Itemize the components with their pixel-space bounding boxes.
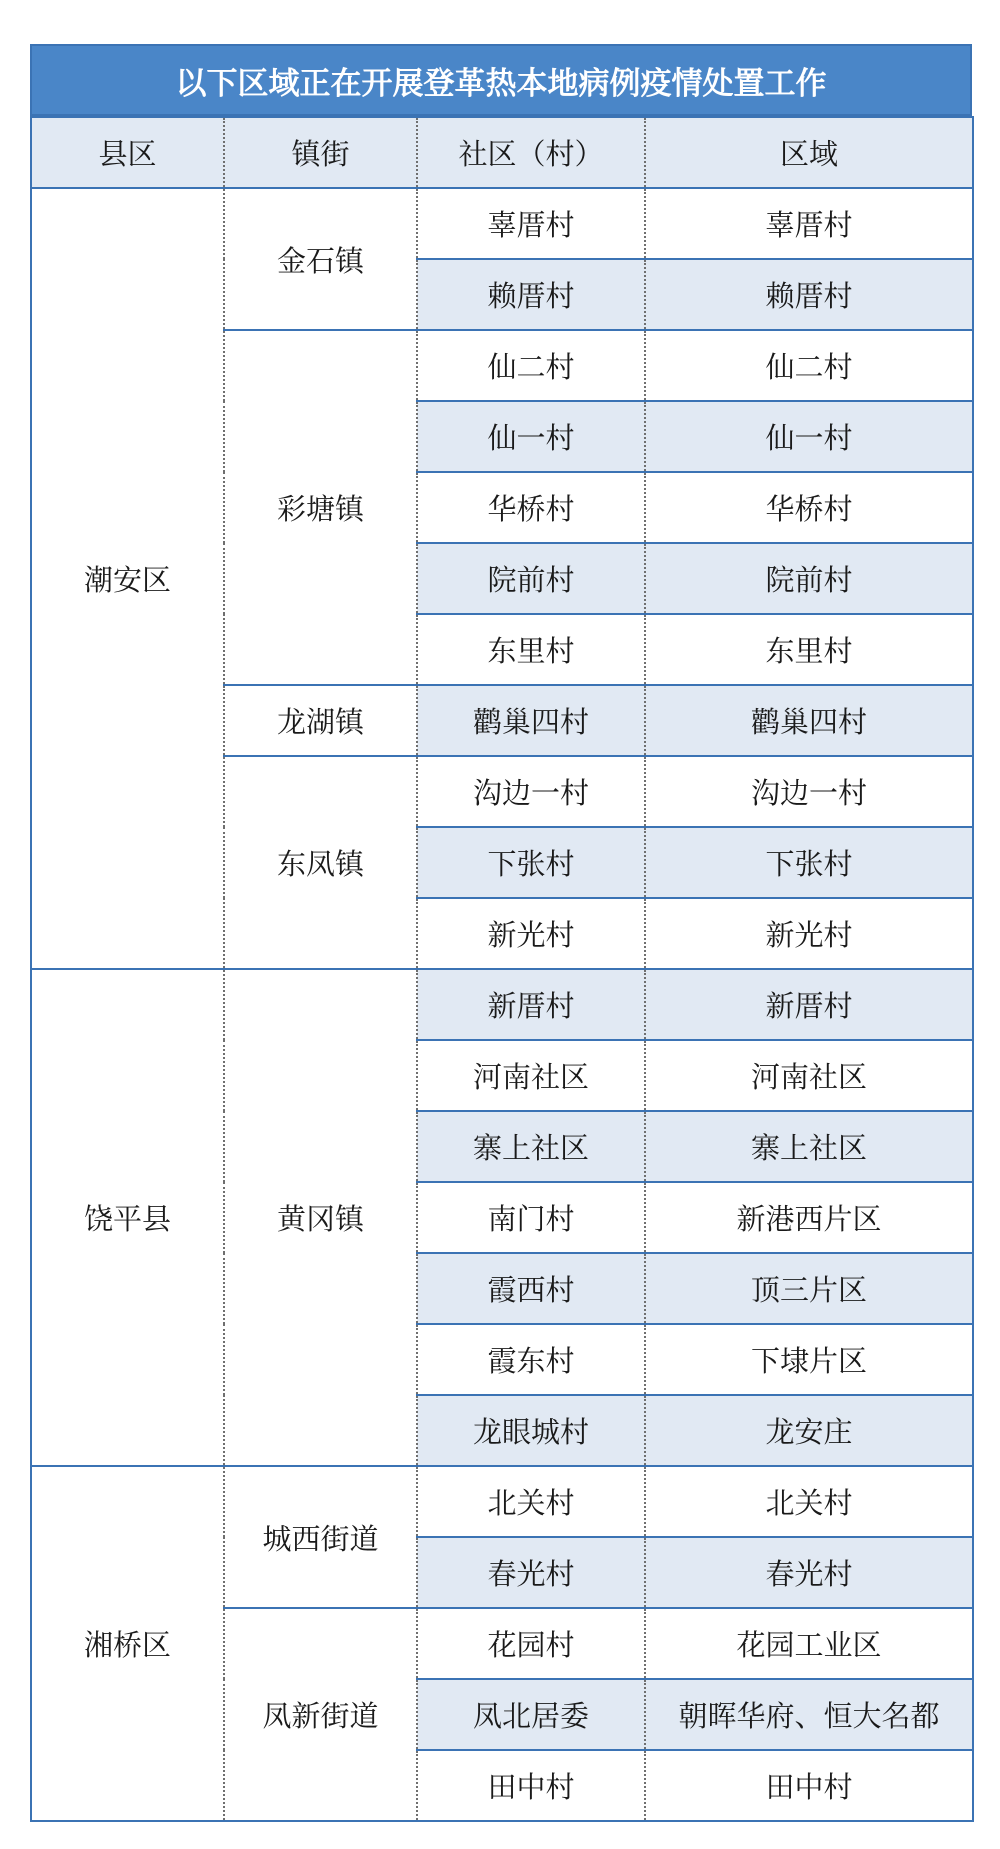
community-cell: 新光村 [417,898,645,969]
area-cell: 新港西片区 [645,1182,973,1253]
community-cell: 沟边一村 [417,756,645,827]
area-cell: 龙安庄 [645,1395,973,1466]
table-row [31,1466,973,1537]
area-cell: 河南社区 [645,1040,973,1111]
community-cell: 霞西村 [417,1253,645,1324]
community-cell: 下张村 [417,827,645,898]
area-cell: 寨上社区 [645,1111,973,1182]
community-cell: 仙一村 [417,401,645,472]
town-cell: 东凤镇 [224,756,417,969]
area-cell: 新厝村 [645,969,973,1040]
table-row [31,969,973,1040]
town-cell: 凤新街道 [224,1608,417,1821]
community-cell: 辜厝村 [417,188,645,259]
area-cell: 华桥村 [645,472,973,543]
area-cell: 北关村 [645,1466,973,1537]
county-cell: 湘桥区 [31,1466,224,1821]
header-area: 区域 [645,117,973,188]
area-cell: 辜厝村 [645,188,973,259]
community-cell: 新厝村 [417,969,645,1040]
area-cell: 下张村 [645,827,973,898]
area-cell: 沟边一村 [645,756,973,827]
community-cell: 东里村 [417,614,645,685]
town-cell: 龙湖镇 [224,685,417,756]
community-cell: 北关村 [417,1466,645,1537]
area-cell: 鹳巢四村 [645,685,973,756]
town-cell: 黄冈镇 [224,969,417,1466]
header-county: 县区 [31,117,224,188]
table-body [31,188,973,1821]
area-cell: 花园工业区 [645,1608,973,1679]
header-town: 镇街 [224,117,417,188]
county-cell: 潮安区 [31,188,224,969]
community-cell: 南门村 [417,1182,645,1253]
community-cell: 龙眼城村 [417,1395,645,1466]
community-cell: 花园村 [417,1608,645,1679]
area-cell: 院前村 [645,543,973,614]
county-cell: 饶平县 [31,969,224,1466]
town-cell: 金石镇 [224,188,417,330]
table-row [31,188,973,259]
area-cell: 仙一村 [645,401,973,472]
epidemic-area-table [30,116,974,1822]
area-cell: 顶三片区 [645,1253,973,1324]
area-cell: 田中村 [645,1750,973,1821]
community-cell: 凤北居委 [417,1679,645,1750]
area-cell: 春光村 [645,1537,973,1608]
header-row [31,117,973,188]
header-community: 社区（村） [417,117,645,188]
community-cell: 赖厝村 [417,259,645,330]
community-cell: 寨上社区 [417,1111,645,1182]
community-cell: 仙二村 [417,330,645,401]
community-cell: 鹳巢四村 [417,685,645,756]
table-title: 以下区域正在开展登革热本地病例疫情处置工作 [30,44,972,116]
community-cell: 华桥村 [417,472,645,543]
area-cell: 朝晖华府、恒大名都 [645,1679,973,1750]
area-cell: 仙二村 [645,330,973,401]
area-cell: 下埭片区 [645,1324,973,1395]
community-cell: 河南社区 [417,1040,645,1111]
area-cell: 东里村 [645,614,973,685]
epidemic-area-table-container [30,44,972,1822]
community-cell: 院前村 [417,543,645,614]
community-cell: 田中村 [417,1750,645,1821]
community-cell: 霞东村 [417,1324,645,1395]
community-cell: 春光村 [417,1537,645,1608]
town-cell: 城西街道 [224,1466,417,1608]
area-cell: 赖厝村 [645,259,973,330]
area-cell: 新光村 [645,898,973,969]
town-cell: 彩塘镇 [224,330,417,685]
